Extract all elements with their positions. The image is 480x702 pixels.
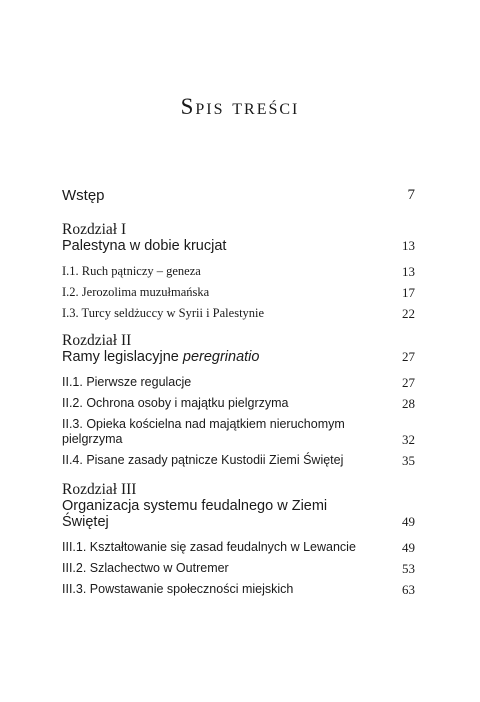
toc-entry-intro[interactable] <box>62 186 415 204</box>
toc-chapter-title[interactable] <box>62 498 415 530</box>
chapter-title <box>62 498 352 530</box>
chapter-label: Rozdział I <box>62 221 127 238</box>
toc-section[interactable] <box>62 375 415 390</box>
toc-entry-label: Wstęp <box>62 187 105 204</box>
toc-section-page: 49 <box>402 540 415 555</box>
chapter-label: Rozdział III <box>62 481 137 498</box>
toc-chapter-title[interactable] <box>62 349 415 365</box>
chapter-title-text: Organizacja systemu feudalnego w Ziemi Świętej <box>62 498 328 530</box>
toc-entry-page: 49 <box>402 514 415 529</box>
toc-entry-page: 27 <box>402 349 415 364</box>
toc-section-page: 32 <box>402 432 415 447</box>
toc-section[interactable] <box>62 453 415 468</box>
toc-section-label: II.4. Pisane zasady pątnicze Kustodii Ziemi Świętej <box>62 453 344 467</box>
toc-section-label: III.2. Szlachectwo w Outremer <box>62 561 229 575</box>
toc-section[interactable] <box>62 417 415 447</box>
toc-section[interactable] <box>62 285 415 300</box>
toc-section-page: 35 <box>402 453 415 468</box>
toc-section-page: 13 <box>402 264 415 279</box>
toc-chapter-2 <box>62 333 415 468</box>
toc-section-page: 27 <box>402 375 415 390</box>
toc-chapter-1 <box>62 222 415 321</box>
toc-section-label: II.1. Pierwsze regulacje <box>62 375 192 389</box>
chapter-label: Rozdział II <box>62 332 132 349</box>
toc-entry-page: 7 <box>407 187 415 203</box>
toc-chapter-title[interactable] <box>62 238 415 254</box>
chapter-title-text: Ramy legislacyjne <box>62 349 183 365</box>
chapter-title <box>62 349 259 365</box>
toc-section-label: III.3. Powstawanie społeczności miejskich <box>62 582 294 596</box>
toc-section[interactable] <box>62 264 415 279</box>
toc-section-label: II.3. Opieka kościelna nad majątkiem nieruchomym pielgrzyma <box>62 417 345 446</box>
table-of-contents <box>62 186 415 607</box>
toc-section-page: 53 <box>402 561 415 576</box>
toc-entry-page: 13 <box>402 238 415 253</box>
chapter-title-text: Palestyna w dobie krucjat <box>62 238 227 254</box>
toc-section-page: 63 <box>402 582 415 597</box>
toc-section[interactable] <box>62 561 415 576</box>
toc-chapter-3 <box>62 482 415 597</box>
toc-section[interactable] <box>62 396 415 411</box>
toc-section-label: I.1. Ruch pątniczy – geneza <box>62 264 201 278</box>
toc-section-label: I.2. Jerozolima muzułmańska <box>62 285 210 299</box>
toc-section-label: I.3. Turcy seldżuccy w Syrii i Palestynie <box>62 306 265 320</box>
toc-section[interactable] <box>62 540 415 555</box>
toc-section[interactable] <box>62 582 415 597</box>
chapter-title-italic: peregrinatio <box>182 349 260 365</box>
toc-section-label: III.1. Kształtowanie się zasad feudalnych w Lewancie <box>62 540 356 554</box>
page-title: Spis treści <box>180 94 300 119</box>
chapter-title <box>62 238 226 254</box>
toc-section[interactable] <box>62 306 415 321</box>
toc-section-page: 22 <box>402 306 415 321</box>
toc-section-page: 28 <box>402 396 415 411</box>
toc-section-label: II.2. Ochrona osoby i majątku pielgrzyma <box>62 396 289 410</box>
toc-section-page: 17 <box>402 285 415 300</box>
